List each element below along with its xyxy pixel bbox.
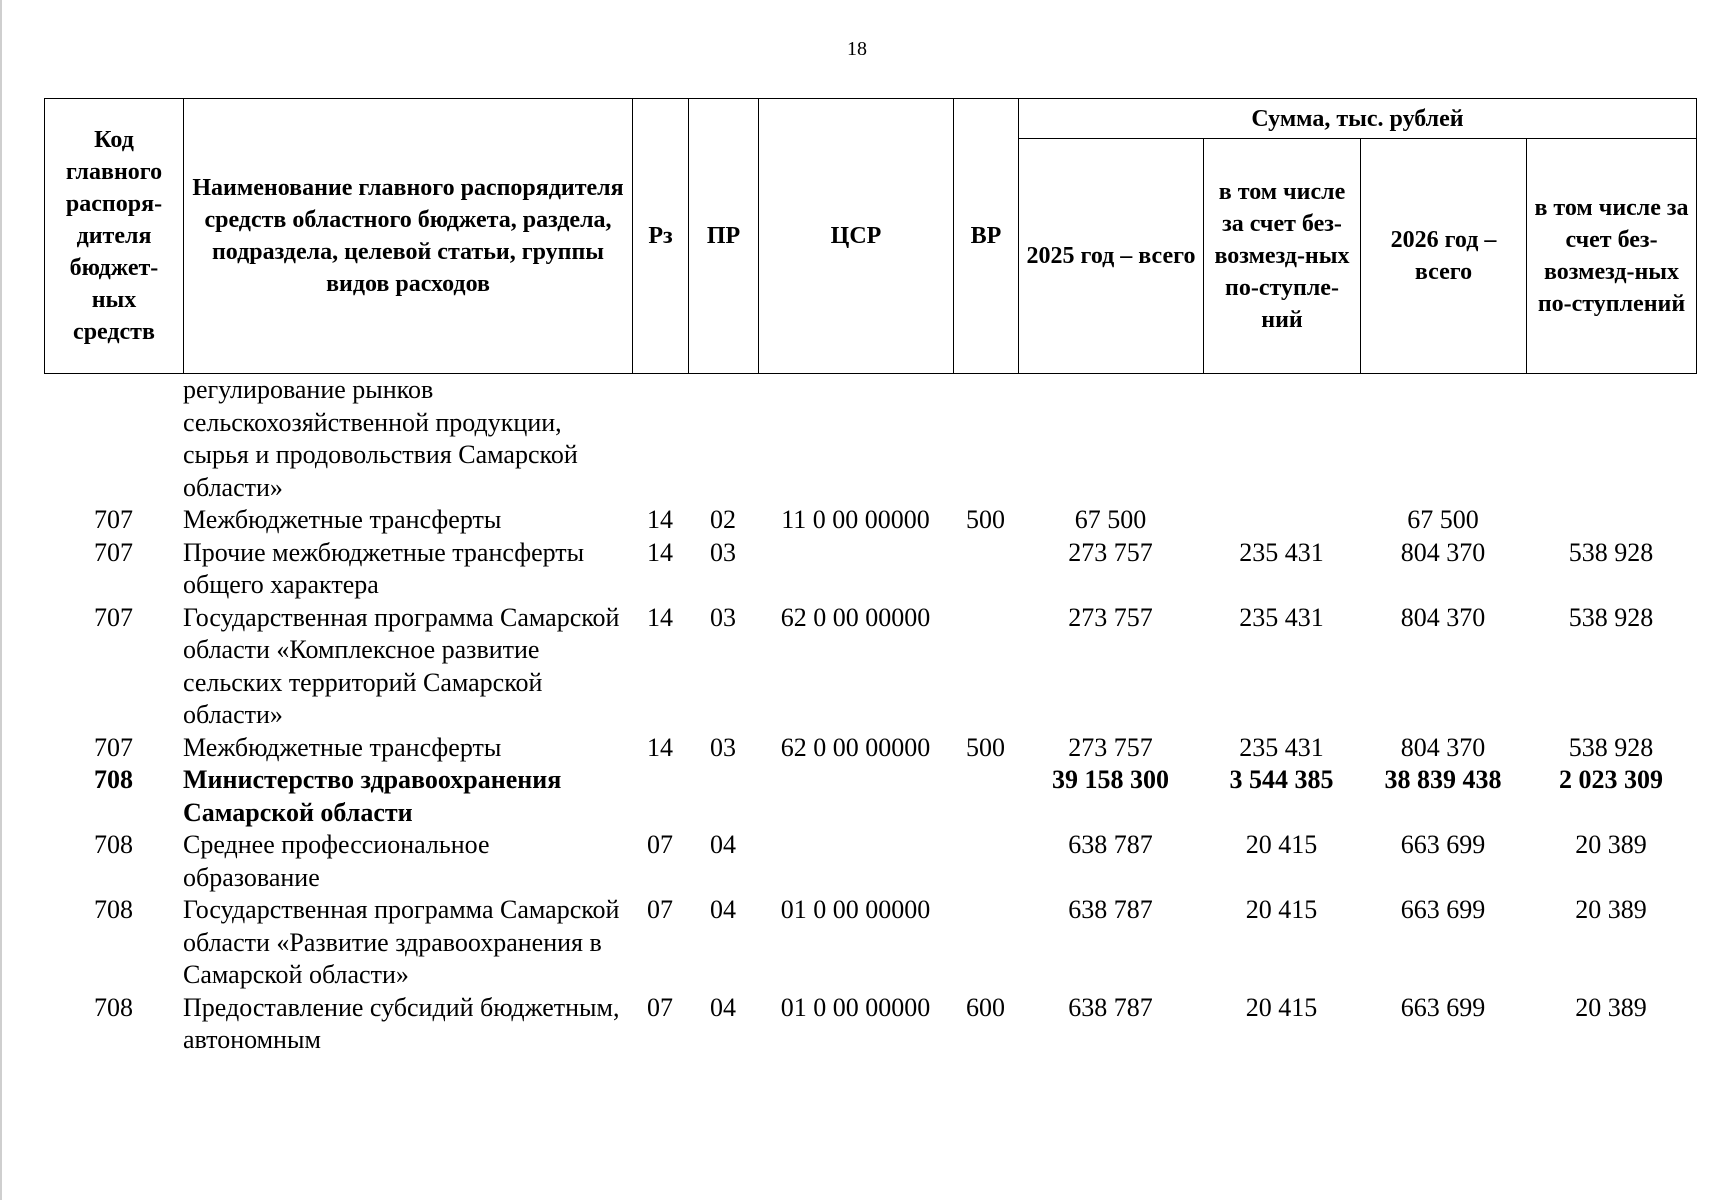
- cell-code: 707: [94, 602, 133, 632]
- cell-code: 708: [94, 765, 133, 794]
- cell-s2026: 804 370: [1400, 602, 1486, 632]
- cell-rz: 14: [647, 537, 673, 567]
- table-row: [44, 374, 1696, 504]
- cell-s2026: 38 839 438: [1384, 765, 1502, 794]
- cell-vr: [953, 537, 1018, 602]
- cell-s2026: 804 370: [1400, 732, 1486, 762]
- cell-csr: [758, 764, 953, 829]
- cell-f2025: 235 431: [1239, 602, 1324, 632]
- cell-code: [44, 374, 183, 504]
- cell-s2025: 638 787: [1068, 992, 1153, 1022]
- cell-pr: 02: [710, 505, 736, 534]
- header-csr: ЦСР: [759, 99, 954, 374]
- cell-pr: 03: [710, 602, 736, 632]
- page-edge-line: [0, 0, 2, 1200]
- cell-csr: [758, 374, 953, 504]
- cell-pr: 03: [710, 732, 736, 762]
- cell-s2025: 638 787: [1068, 895, 1153, 924]
- cell-pr: 04: [710, 830, 736, 859]
- table-row: [44, 764, 1696, 829]
- cell-code: 708: [94, 992, 133, 1022]
- cell-rz: [632, 764, 688, 829]
- cell-s2026: [1360, 374, 1526, 504]
- cell-code: 708: [94, 830, 133, 859]
- cell-f2025: 20 415: [1245, 895, 1318, 924]
- cell-f2025: 20 415: [1245, 992, 1318, 1022]
- cell-s2025: [1018, 374, 1203, 504]
- cell-name: Межбюджетные трансферты: [183, 732, 502, 762]
- cell-csr: 01 0 00 00000: [780, 895, 931, 924]
- table-row: [44, 504, 1696, 537]
- cell-csr: [758, 829, 953, 894]
- cell-code: 708: [94, 895, 133, 924]
- table-row: [44, 537, 1696, 602]
- cell-rz: [632, 374, 688, 504]
- cell-pr: [688, 764, 758, 829]
- cell-rz: 14: [647, 602, 673, 632]
- cell-pr: [688, 374, 758, 504]
- cell-s2025: 273 757: [1068, 602, 1153, 632]
- header-sum: Сумма, тыс. рублей: [1019, 99, 1697, 139]
- cell-pr: 03: [710, 537, 736, 567]
- cell-code: 707: [94, 505, 133, 534]
- cell-f2025: [1203, 374, 1360, 504]
- cell-code: 707: [94, 537, 133, 567]
- cell-name: Министерство здравоохранения Самарской области: [183, 765, 562, 827]
- header-code: Код главного распоря-дителя бюджет-ных средств: [45, 99, 184, 374]
- cell-rz: 14: [647, 732, 673, 762]
- cell-f2026: 20 389: [1575, 992, 1647, 1022]
- cell-s2026: 67 500: [1407, 505, 1479, 534]
- header-pr: ПР: [689, 99, 759, 374]
- cell-s2026: 663 699: [1400, 830, 1486, 859]
- table-row: [44, 894, 1696, 992]
- cell-vr: [953, 374, 1018, 504]
- cell-f2025: 235 431: [1239, 537, 1324, 567]
- cell-pr: 04: [710, 992, 736, 1022]
- cell-f2025: 3 544 385: [1229, 765, 1334, 794]
- cell-s2026: 663 699: [1400, 992, 1486, 1022]
- cell-f2026: 538 928: [1568, 732, 1654, 762]
- cell-name: Прочие межбюджетные трансферты общего характера: [183, 537, 585, 599]
- cell-vr: 500: [966, 732, 1005, 762]
- cell-rz: 07: [647, 992, 673, 1022]
- cell-s2025: 638 787: [1068, 830, 1153, 859]
- cell-name: Государственная программа Самарской области «Комплексное развитие сельских территорий Самарской области»: [183, 602, 620, 729]
- cell-f2025: 20 415: [1245, 830, 1318, 859]
- table-header: [44, 98, 1697, 374]
- cell-name: Межбюджетные трансферты: [183, 505, 502, 534]
- cell-vr: 600: [966, 992, 1005, 1022]
- table-row: [44, 829, 1696, 894]
- cell-vr: [953, 829, 1018, 894]
- header-rz: Рз: [633, 99, 689, 374]
- cell-rz: 07: [647, 830, 673, 859]
- cell-rz: 14: [647, 505, 673, 534]
- cell-pr: 04: [710, 895, 736, 924]
- cell-csr: 11 0 00 00000: [781, 505, 930, 534]
- cell-s2025: 273 757: [1068, 732, 1153, 762]
- cell-vr: [953, 894, 1018, 992]
- cell-f2026: 2 023 309: [1559, 765, 1663, 794]
- page-number: 18: [847, 38, 867, 60]
- cell-s2026: 663 699: [1400, 895, 1486, 924]
- cell-s2026: 804 370: [1400, 537, 1486, 567]
- cell-name: Предоставление субсидий бюджетным, автономным: [183, 992, 620, 1054]
- cell-f2026: 538 928: [1568, 602, 1654, 632]
- header-2026-free: в том числе за счет без-возмезд-ных по-ступлений: [1527, 139, 1697, 374]
- table-row: [44, 992, 1696, 1057]
- cell-vr: [953, 602, 1018, 732]
- header-2026-total: 2026 год – всего: [1361, 139, 1527, 374]
- cell-name: Государственная программа Самарской области «Развитие здравоохранения в Самарской области»: [183, 895, 620, 989]
- cell-code: 707: [94, 732, 133, 762]
- cell-f2026: [1526, 374, 1696, 504]
- cell-f2025: 235 431: [1239, 732, 1324, 762]
- cell-vr: [953, 764, 1018, 829]
- header-vr: ВР: [954, 99, 1019, 374]
- cell-csr: [758, 537, 953, 602]
- cell-s2025: 273 757: [1068, 537, 1153, 567]
- table-row: [44, 732, 1696, 765]
- table-row: [44, 602, 1696, 732]
- cell-name: Среднее профессиональное образование: [183, 830, 490, 892]
- cell-f2026: 20 389: [1575, 830, 1647, 859]
- budget-table-body: [44, 374, 1696, 1057]
- cell-f2026: 538 928: [1568, 537, 1654, 567]
- header-2025-free: в том числе за счет без-возмезд-ных по-ступле-ний: [1204, 139, 1361, 374]
- cell-s2025: 39 158 300: [1052, 765, 1169, 794]
- header-2025-total: 2025 год – всего: [1019, 139, 1204, 374]
- cell-f2026: 20 389: [1575, 895, 1647, 924]
- cell-csr: 62 0 00 00000: [780, 602, 931, 632]
- cell-f2026: [1526, 504, 1696, 537]
- cell-name: регулирование рынков сельскохозяйственной продукции, сырья и продовольствия Самарской области»: [183, 375, 578, 502]
- cell-f2025: [1203, 504, 1360, 537]
- cell-vr: 500: [966, 505, 1005, 534]
- cell-csr: 62 0 00 00000: [780, 732, 931, 762]
- cell-csr: 01 0 00 00000: [780, 992, 931, 1022]
- cell-rz: 07: [647, 895, 673, 924]
- header-name: Наименование главного распорядителя средств областного бюджета, раздела, подраздела, целевой статьи, группы видов расходов: [184, 99, 633, 374]
- cell-s2025: 67 500: [1074, 505, 1147, 534]
